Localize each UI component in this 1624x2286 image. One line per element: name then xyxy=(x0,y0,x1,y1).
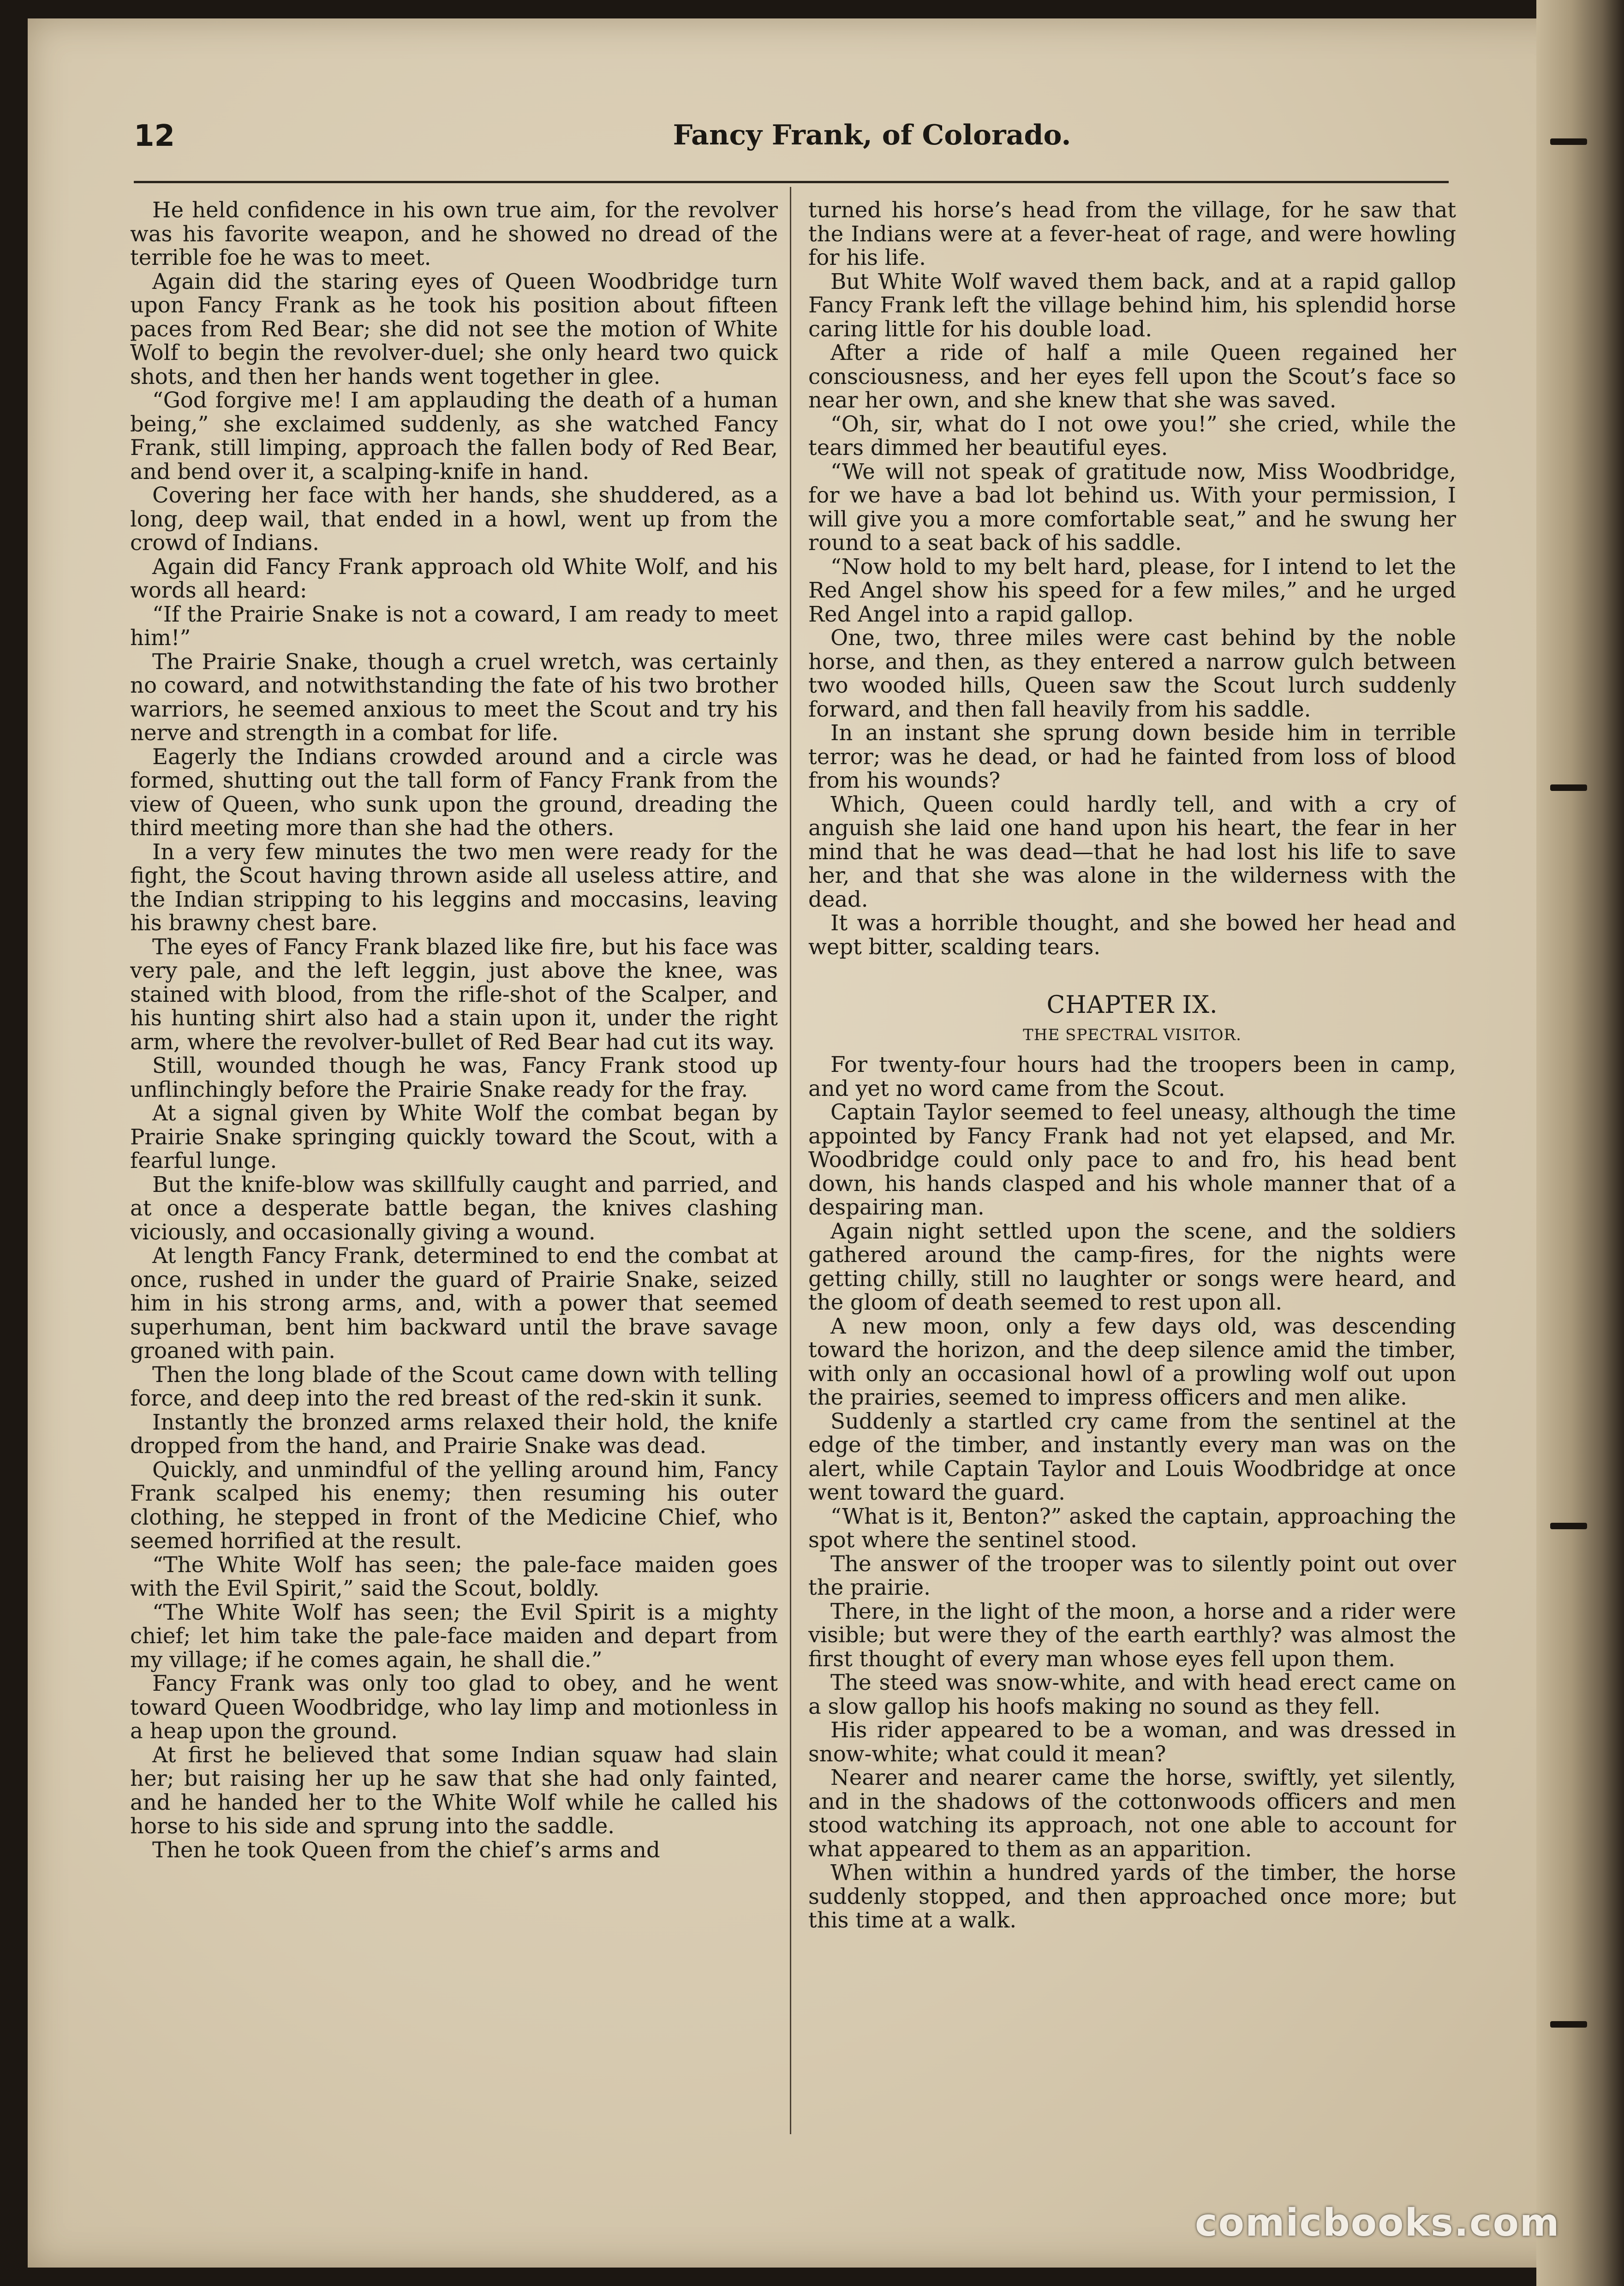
running-title: Fancy Frank, of Colorado. xyxy=(673,119,1071,151)
paragraph: The Prairie Snake, though a cruel wretch, was certainly no coward, and notwithstanding the fate of his two brother warriors, he seemed anxious to meet the Scout and try his nerve and strength in a combat for life. xyxy=(130,649,778,745)
paragraph: His rider appeared to be a woman, and was dressed in snow-white; what could it mean? xyxy=(808,1717,1456,1766)
paragraph: The steed was snow-white, and with head erect came on a slow gallop his hoofs making no sound as they fell. xyxy=(808,1670,1456,1719)
column-divider xyxy=(790,187,791,2134)
chapter-title: THE SPECTRAL VISITOR. xyxy=(1023,1026,1242,1044)
paragraph: It was a horrible thought, and she bowed her head and wept bitter, scalding tears. xyxy=(808,910,1456,959)
paragraph: Which, Queen could hardly tell, and with a cry of anguish she laid one hand upon his heart, the fear in her mind that he was dead—that he had lost his life to save her, and that she was alone in the wilderness with the dead. xyxy=(808,791,1456,912)
paragraph: “What is it, Benton?” asked the captain, approaching the spot where the sentinel stood. xyxy=(808,1503,1456,1552)
paragraph: Quickly, and unmindful of the yelling around him, Fancy Frank scalped his enemy; then resuming his outer clothing, he stepped in front of the Medicine Chief, who seemed horrified at the result. xyxy=(130,1457,778,1553)
paragraph: The eyes of Fancy Frank blazed like fire, but his face was very pale, and the left leggin, just above the knee, was stained with blood, from the rifle-shot of the Scalper, and his hunting shirt also had a stain upon it, under the right arm, where the revolver-bullet of Red Bear had cut its way. xyxy=(130,934,778,1054)
paragraph: But the knife-blow was skillfully caught and parried, and at once a desperate battle began, the knives clashing viciously, and occasionally giving a wound. xyxy=(130,1172,778,1245)
paragraph: Covering her face with her hands, she shuddered, as a long, deep wail, that ended in a howl, went up from the crowd of Indians. xyxy=(130,483,778,555)
paragraph: “The White Wolf has seen; the Evil Spirit is a mighty chief; let him take the pale-face maiden and depart from my village; if he comes again, he shall die.” xyxy=(130,1599,778,1672)
paragraph: Captain Taylor seemed to feel uneasy, although the time appointed by Fancy Frank had not yet elapsed, and Mr. Woodbridge could only pace to and fro, his head bent down, his hands clasped and his whole manner that of a despairing man. xyxy=(808,1100,1456,1220)
staple-mark xyxy=(1550,138,1587,145)
staple-mark xyxy=(1550,1523,1587,1529)
paragraph: He held confidence in his own true aim, for the revolver was his favorite weapon, and he showed no dread of the terrible foe he was to meet. xyxy=(130,198,778,270)
paragraph: Again did Fancy Frank approach old White Wolf, and his words all heard: xyxy=(130,554,778,603)
paragraph: At first he believed that some Indian squaw had slain her; but raising her up he saw that she had only fainted, and he handed her to the White Wolf while he called his horse to his side and sprung into the saddle. xyxy=(130,1742,778,1838)
paragraph: Suddenly a startled cry came from the sentinel at the edge of the timber, and instantly every man was on the alert, while Captain Taylor and Louis Woodbridge at once went toward the guard. xyxy=(808,1408,1456,1505)
paragraph: “The White Wolf has seen; the pale-face maiden goes with the Evil Spirit,” said the Scout, boldly. xyxy=(130,1552,778,1601)
header-rule xyxy=(134,181,1449,183)
paragraph: Fancy Frank was only too glad to obey, and he went toward Queen Woodbridge, who lay limp and motionless in a heap upon the ground. xyxy=(130,1671,778,1743)
page-number: 12 xyxy=(134,119,175,153)
paragraph: Still, wounded though he was, Fancy Frank stood up unflinchingly before the Prairie Snake ready for the fray. xyxy=(130,1053,778,1102)
paragraph: For twenty-four hours had the troopers been in camp, and yet no word came from the Scout. xyxy=(808,1052,1456,1101)
paragraph: There, in the light of the moon, a horse and a rider were visible; but were they of the earth earthly? was almost the first thought of every man whose eyes fell upon them. xyxy=(808,1598,1456,1671)
paragraph: At a signal given by White Wolf the combat began by Prairie Snake springing quickly toward the Scout, with a fearful lunge. xyxy=(130,1101,778,1173)
staple-mark xyxy=(1550,784,1587,791)
watermark-text: comicbooks.com xyxy=(1195,2201,1560,2245)
right-column xyxy=(808,198,1456,2136)
paragraph: “Oh, sir, what do I not owe you!” she cried, while the tears dimmed her beautiful eyes. xyxy=(808,411,1456,460)
paragraph: A new moon, only a few days old, was descending toward the horizon, and the deep silence amid the timber, with only an occasional howl of a prowling wolf out upon the prairies, seemed to impress officers and men alike. xyxy=(808,1313,1456,1410)
paragraph: Nearer and nearer came the horse, swiftly, yet silently, and in the shadows of the cottonwoods officers and men stood watching its approach, not one able to account for what appeared to them as an apparition. xyxy=(808,1765,1456,1861)
chapter-heading: CHAPTER IX. xyxy=(1046,991,1218,1019)
page-header xyxy=(134,119,1444,170)
left-column xyxy=(130,198,778,2136)
paragraph: “We will not speak of gratitude now, Miss Woodbridge, for we have a bad lot behind us. With your permission, I will give you a more comfortable seat,” and he swung her round to a seat back of his saddle. xyxy=(808,459,1456,555)
paragraph: The answer of the trooper was to silently point out over the prairie. xyxy=(808,1551,1456,1600)
paragraph: Eagerly the Indians crowded around and a circle was formed, shutting out the tall form of Fancy Frank from the view of Queen, who sunk upon the ground, dreading the third meeting more than she had the others. xyxy=(130,744,778,840)
paragraph: In a very few minutes the two men were ready for the fight, the Scout having thrown aside all useless attire, and the Indian stripping to his leggins and moccasins, leaving his brawny chest bare. xyxy=(130,839,778,935)
paragraph: In an instant she sprung down beside him in terrible terror; was he dead, or had he fainted from loss of blood from his wounds? xyxy=(808,720,1456,793)
paragraph: turned his horse’s head from the village, for he saw that the Indians were at a fever-heat of rage, and were howling for his life. xyxy=(808,198,1456,270)
binding-spine xyxy=(1536,0,1624,2286)
paragraph: When within a hundred yards of the timber, the horse suddenly stopped, and then approached once more; but this time at a walk. xyxy=(808,1860,1456,1933)
paragraph: But White Wolf waved them back, and at a rapid gallop Fancy Frank left the village behind him, his splendid horse caring little for his double load. xyxy=(808,269,1456,341)
paragraph: “God forgive me! I am applauding the death of a human being,” she exclaimed suddenly, as she watched Fancy Frank, still limping, approach the fallen body of Red Bear, and bend over it, a scalping-knife in hand. xyxy=(130,388,778,484)
paragraph: One, two, three miles were cast behind by the noble horse, and then, as they entered a narrow gulch between two wooded hills, Queen saw the Scout lurch suddenly forward, and then fall heavily from his saddle. xyxy=(808,625,1456,722)
staple-mark xyxy=(1550,2021,1587,2028)
paragraph: At length Fancy Frank, determined to end the combat at once, rushed in under the guard of Prairie Snake, seized him in his strong arms, and, with a power that seemed superhuman, bent him backward until the brave savage groaned with pain. xyxy=(130,1243,778,1363)
paragraph: Then he took Queen from the chief’s arms and xyxy=(152,1837,660,1862)
paragraph: Again did the staring eyes of Queen Woodbridge turn upon Fancy Frank as he took his position about fifteen paces from Red Bear; she did not see the motion of White Wolf to begin the revolver-duel; she only heard two quick shots, and then her hands went together in glee. xyxy=(130,269,778,389)
paragraph: “Now hold to my belt hard, please, for I intend to let the Red Angel show his speed for a few miles,” and he urged Red Angel into a rapid gallop. xyxy=(808,554,1456,627)
paragraph: Instantly the bronzed arms relaxed their hold, the knife dropped from the hand, and Prairie Snake was dead. xyxy=(130,1409,778,1458)
paragraph: “If the Prairie Snake is not a coward, I am ready to meet him!” xyxy=(130,601,778,650)
paragraph: After a ride of half a mile Queen regained her consciousness, and her eyes fell upon the Scout’s face so near her own, and she knew that she was saved. xyxy=(808,340,1456,413)
paragraph: Again night settled upon the scene, and the soldiers gathered around the camp-fires, for the nights were getting chilly, still no laughter or songs were heard, and the gloom of death seemed to rest upon all. xyxy=(808,1218,1456,1315)
paragraph: Then the long blade of the Scout came down with telling force, and deep into the red breast of the red-skin it sunk. xyxy=(130,1362,778,1411)
